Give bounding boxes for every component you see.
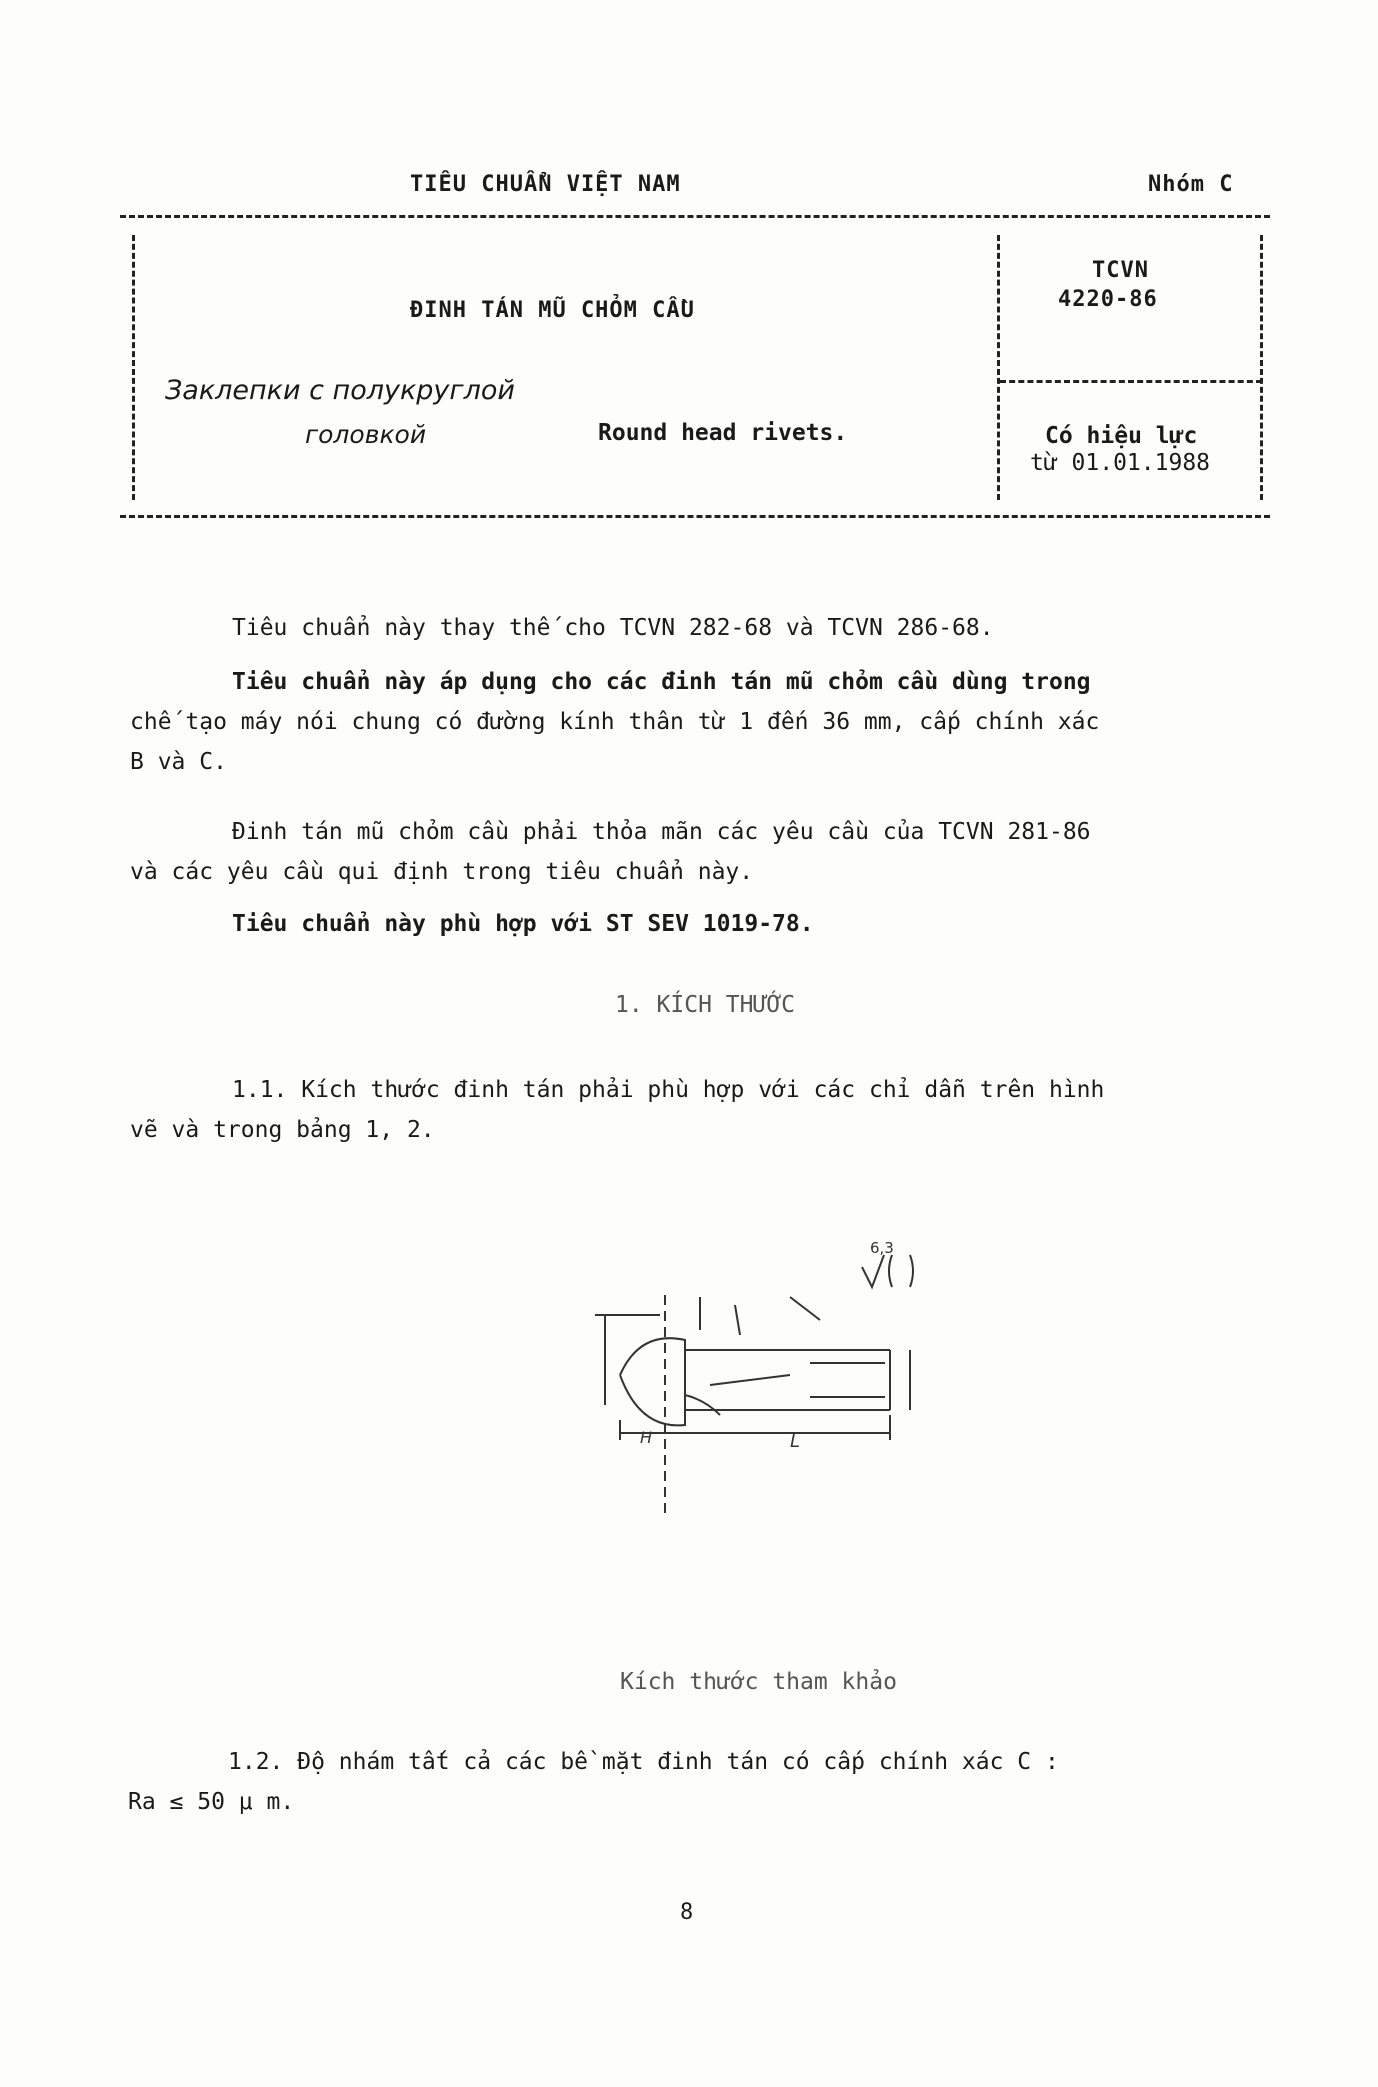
effective-label: Có hiệu lực <box>1045 423 1198 449</box>
paragraph-scope-line1: Tiêu chuẩn này áp dụng cho các đinh tán mũ chỏm cầu dùng trong <box>232 669 1091 695</box>
box-top-border <box>120 215 1270 218</box>
paragraph-replacement: Tiêu chuẩn này thay thế cho TCVN 282-68 và TCVN 286-68. <box>232 615 994 641</box>
paragraph-requirements-line2: và các yêu cầu qui định trong tiêu chuẩn này. <box>130 859 754 885</box>
section-heading-dimensions: 1. KÍCH THƯỚC <box>615 992 796 1018</box>
title-vi: ĐINH TÁN MŨ CHỎM CẦU <box>410 298 695 323</box>
title-en: Round head rivets. <box>598 420 848 446</box>
page-number: 8 <box>680 1900 694 1925</box>
clause-1-2-line2: Ra ≤ 50 μ m. <box>128 1789 295 1815</box>
paragraph-requirements-line1: Đinh tán mũ chỏm cầu phải thỏa mãn các yêu cầu của TCVN 281-86 <box>232 819 1091 845</box>
roughness-symbol-icon <box>862 1255 884 1287</box>
title-ru-line1: Заклепки с полукруглой <box>165 375 515 406</box>
dimension-label-h: H <box>640 1428 653 1447</box>
box-right-border <box>1260 235 1263 500</box>
standard-number: 4220-86 <box>1058 287 1158 312</box>
rivet-drawing <box>580 1225 960 1525</box>
paragraph-scope-line2: chế tạo máy nói chung có đường kính thân từ 1 đến 36 mm, cấp chính xác <box>130 709 1100 735</box>
group-label: Nhóm C <box>1148 172 1234 197</box>
clause-1-1-line1: 1.1. Kích thước đinh tán phải phù hợp với các chỉ dẫn trên hình <box>232 1077 1105 1103</box>
paragraph-scope-line3: B và C. <box>130 749 227 775</box>
figure-caption: Kích thước tham khảo <box>620 1669 897 1695</box>
box-divider <box>997 235 1000 500</box>
standard-code: TCVN <box>1092 258 1149 283</box>
clause-1-2-line1: 1.2. Độ nhám tất cả các bề mặt đinh tán có cấp chính xác C : <box>228 1749 1059 1775</box>
paragraph-conformity: Tiêu chuẩn này phù hợp với ST SEV 1019-78. <box>232 911 814 937</box>
box-inner-divider <box>1000 380 1262 383</box>
clause-1-1-line2: vẽ và trong bảng 1, 2. <box>130 1117 435 1143</box>
box-left-border <box>132 235 135 500</box>
roughness-value: 6,3 <box>870 1239 894 1257</box>
title-ru-line2: головкой <box>305 420 427 449</box>
standard-label: TIÊU CHUẨN VIỆT NAM <box>410 172 681 197</box>
effective-date: từ 01.01.1988 <box>1030 450 1211 476</box>
box-bottom-border <box>120 515 1270 518</box>
dimension-label-l: L <box>790 1431 801 1452</box>
